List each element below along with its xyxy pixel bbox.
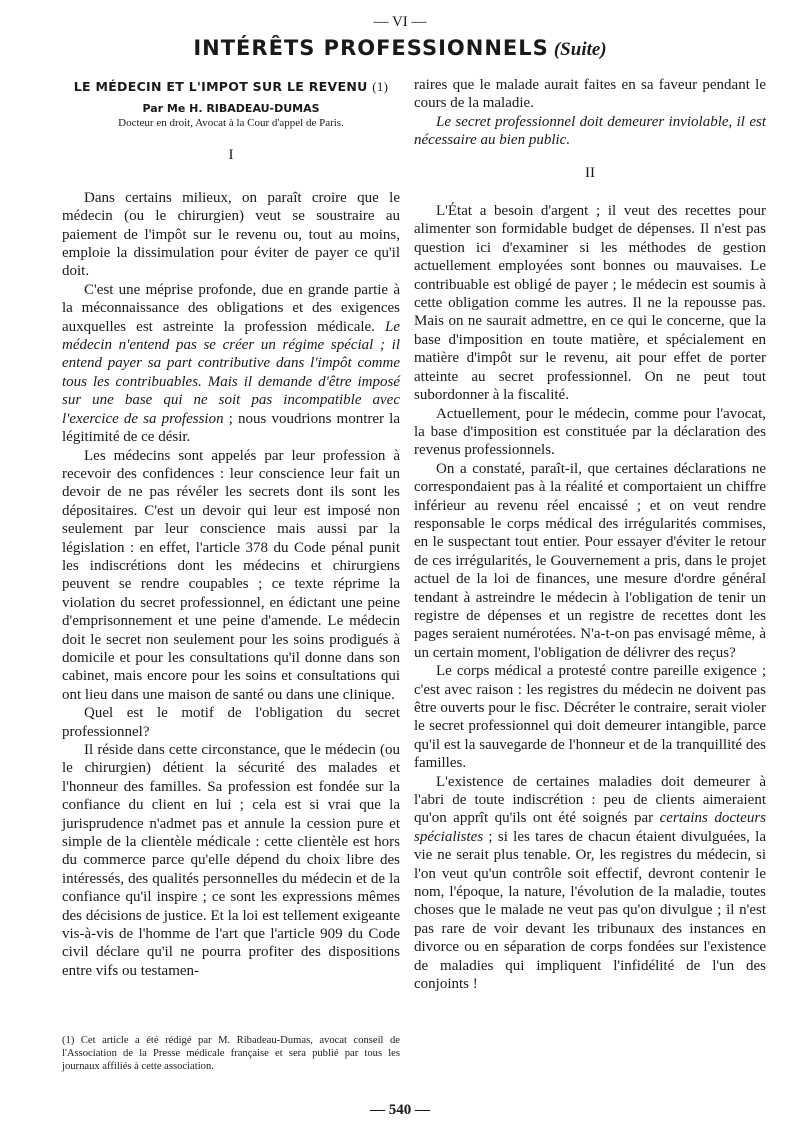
paragraph: Quel est le motif de l'obligation du secret professionnel? [62,705,400,740]
section-title: INTÉRÊTS PROFESSIONNELS [193,36,549,60]
paragraph: Actuellement, pour le médecin, comme pour l'avocat, la base d'imposition est constituée par la déclaration des revenus professionnels. [414,405,766,459]
paragraph-continuation: raires que le malade aurait faites en sa faveur pendant le cours de la maladie. [414,77,766,112]
paragraph: L'État a besoin d'argent ; il veut des recettes pour alimenter son formidable budget de dépenses. Il n'est pas question ici d'examiner si les méthodes de gestion actuellement employées sont bonnes ou mauvaises. Le contribuable est obligé de payer ; le médecin est soumis à cette obligation comme les autres. Il ne la repousse pas. Mais on ne saurait admettre, en ce qui le concerne, que la base d'imposition en toute matière, et spécialement en matière d'impôt sur le revenu, ait pour effet de porter atteinte au secret professionnel. On ne peut tout subordonner à la fiscalité. [414,203,766,404]
section-title-suffix: (Suite) [553,39,607,60]
paragraph: C'est une méprise profonde, due en grande partie à la méconnaissance des obligations et des exigences auxquelles est astreinte la profession médicale. Le médecin n'entend pas se créer un régime spécial ; il entend payer sa part contributive dans l'impôt comme tous les contribuables. Mais il demande d'être imposé sur une base qui ne soit pas incompatible avec l'exercice de sa profession ; nous voudrions montrer la légitimité de ce désir. [62,281,400,446]
page-roman-number: — VI — [373,14,427,30]
article-author: Par Me H. RIBADEAU-DUMAS [142,102,320,116]
italic-note: Le secret professionnel doit demeurer inviolable, il est nécessaire au bien public. [414,113,766,149]
paragraph: Il réside dans cette circonstance, que le médecin (ou le chirurgien) détient la sécurité des malades et l'honneur des familles. Sa profession est fondée sur la confiance du client en lui ; cela est si vrai que la jurisprudence n'admet pas et annule la cession pure et simple de la clientèle médicale : cette clientèle est hors du commerce parce qu'elle dépend du choix libre des intéressés, des qualités personnelles du médecin et de la confiance qu'il inspire ; ce sont les expressions mêmes des décisions de justice. Et la loi est tellement exigeante vis-à-vis de l'homme de l'art que l'article 909 du Code civil déclare qu'il ne pourra profiter des dispositions entre vifs ou testamen- [62,742,400,979]
article-title-text: LE MÉDECIN ET L'IMPOT SUR LE REVENU [73,79,368,94]
author-credentials: Docteur en droit, Avocat à la Cour d'appel de Paris. [118,117,344,130]
footnote: (1) Cet article a été rédigé par M. Ribadeau-Dumas, avocat conseil de l'Association de la Presse médicale française et sera publié par tous les journaux affiliés à cette association. [62,1035,400,1072]
footnote-ref: (1) [372,79,389,94]
article-title [62,78,400,96]
paragraph: Dans certains milieux, on paraît croire que le médecin (ou le chirurgien) veut se soustraire au paiement de l'impôt sur le revenu ou, tout au moins, emploie la dissimulation pour éviter de payer ce qu'il doit. [62,189,400,280]
paragraph: Les médecins sont appelés par leur profession à recevoir des confidences : leur conscience leur fait un devoir de ne pas révéler les secrets dont ils sont les dépositaires. C'est un devoir qui leur est imposé non seulement par leur conscience mais aussi par la législation : en effet, l'article 378 du Code pénal punit les indiscrétions dont les médecins et chirurgiens peuvent se rendre coupables ; ce texte réprime la violation du secret professionnel, en édictant une peine d'emprisonnement et une peine d'amende. Le médecin doit le secret non seulement pour les soins prodigués à domicile et pour les consultations qu'il donne dans son cabinet, mais encore pour les soins et consultations qui ont lieu dans une maison de santé ou dans une clinique. [62,447,400,703]
page-number: — 540 — [370,1102,430,1118]
italic-emphasis: Le médecin n'entend pas se créer un régime spécial ; il entend payer sa part contributive dans l'impôt comme tous les contribuables. Mais il demande d'être imposé sur une base qui ne soit pas incompatible avec l'exercice de sa profession [62,318,400,427]
left-column [62,78,400,980]
section-number-1: I [228,147,234,164]
paragraph: On a constaté, paraît-il, que certaines déclarations ne correspondaient pas à la réalité et comportaient un chiffre inférieur au revenu réel encaissé ; et on veut rendre responsable le corps médical des irrégularités commises, en le suspectant tout entier. Pour essayer d'éviter le retour de ces irrégularités, le Gouvernement a pris, dans le projet actuel de la loi de finances, une mesure d'ordre général tendant à astreindre le médecin à l'obligation de tenir un registre de dépenses et un registre de recettes dont les pages seraient numérotées. N'a-t-on pas envisagé même, à un certain moment, l'obligation de délivrer des reçus? [414,460,766,661]
section-number-2: II [585,164,595,181]
section-header [0,36,800,61]
right-column [414,76,766,994]
paragraph: L'existence de certaines maladies doit demeurer à l'abri de toute indiscrétion : peu de clients aimeraient qu'on apprît qu'ils ont été soignés par certains docteurs spécialistes ; si les tares de chacun étaient divulguées, la vie ne serait plus tenable. Or, les registres du médecin, si l'on veut qu'un contrôle soit effectif, devront contenir le nom, l'époque, la nature, l'évolution de la maladie, toutes choses que le malade ne veut pas qu'on divulgue ; il n'est pas rare de voir devant les tribunaux des instances en divorce ou en séparation de corps fondées sur l'existence de maladies qui impliquent l'infidélité de l'un des conjoints ! [414,773,767,993]
paragraph: Le corps médical a protesté contre pareille exigence ; c'est avec raison : les registres du médecin ne doivent pas être ouverts pour le fisc. Décréter le contraire, serait violer le secret professionnel qui doit demeurer intangible, parce qu'il est la sauvegarde de l'honneur et de la tranquillité des familles. [414,663,766,772]
italic-emphasis: certains docteurs spécialistes [414,810,767,845]
